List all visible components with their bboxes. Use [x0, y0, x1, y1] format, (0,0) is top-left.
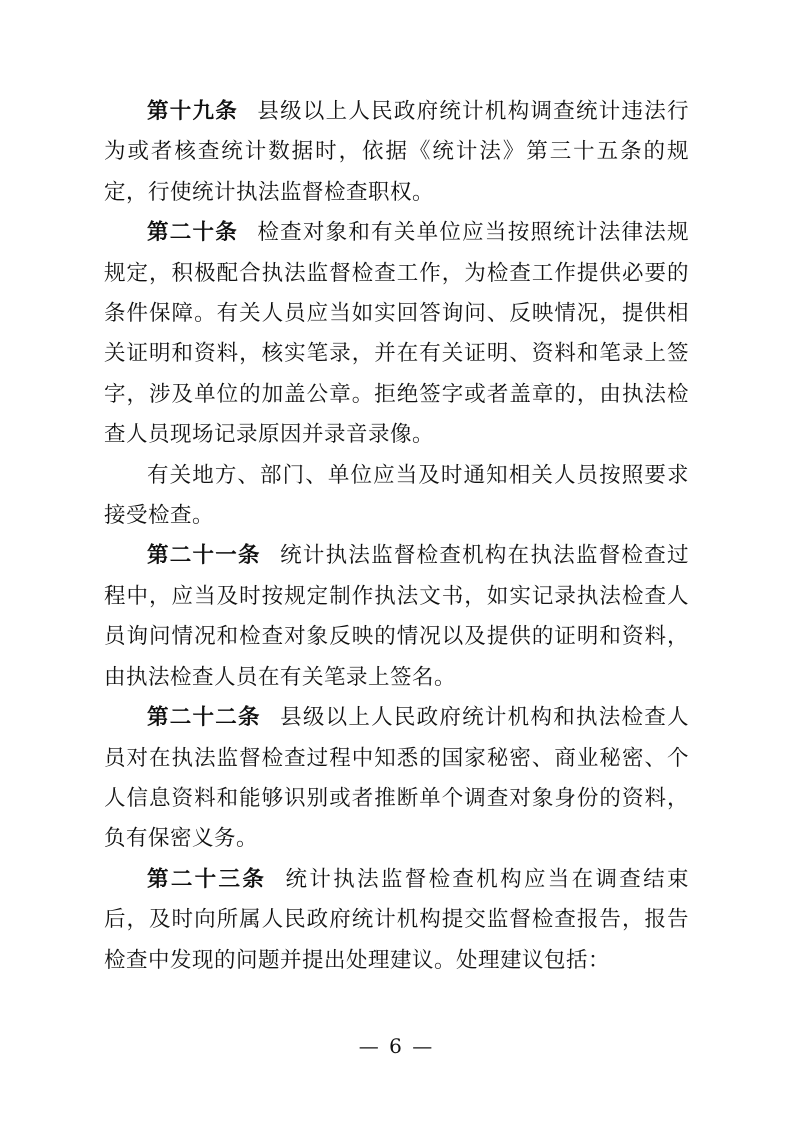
article-number: 第二十三条	[147, 866, 267, 892]
paragraph-article-19	[104, 92, 689, 213]
paragraph-text: 有关地方、部门、单位应当及时通知相关人员按照要求接受检查。	[104, 462, 689, 529]
article-number: 第十九条	[147, 99, 239, 124]
article-number: 第二十一条	[147, 543, 261, 569]
paragraph-text: 统计执法监督检查机构在执法监督检查过程中，应当及时按规定制作执法文书，如实记录执法检查人员询问情况和检查对象反映的情况以及提供的证明和资料，由执法检查人员在有关笔录上签名。	[104, 543, 689, 690]
article-number: 第二十二条	[147, 705, 261, 731]
paragraph-text: 县级以上人民政府统计机构调查统计违法行为或者核查统计数据时，依据《统计法》第三十五条的规定，行使统计执法监督检查职权。	[104, 99, 689, 205]
paragraph-text: 统计执法监督检查机构应当在调查结束后，及时向所属人民政府统计机构提交监督检查报告，报告检查中发现的问题并提出处理建议。处理建议包括：	[104, 866, 689, 973]
paragraph-article-22	[104, 698, 689, 860]
paragraph-article-20-cont	[104, 456, 689, 537]
article-number: 第二十条	[147, 220, 239, 246]
paragraph-text: 县级以上人民政府统计机构和执法检查人员对在执法监督检查过程中知悉的国家秘密、商业秘密、个人信息资料和能够识别或者推断单个调查对象身份的资料，负有保密义务。	[104, 705, 689, 852]
page-number: — 6 —	[358, 1034, 435, 1058]
paragraph-article-23	[104, 860, 689, 981]
document-body	[104, 92, 689, 981]
paragraph-article-21	[104, 536, 689, 698]
paragraph-text: 检查对象和有关单位应当按照统计法律法规规定，积极配合执法监督检查工作，为检查工作提供必要的条件保障。有关人员应当如实回答询问、反映情况，提供相关证明和资料，核实笔录，并在有关证明、资料和笔录上签字，涉及单位的加盖公章。拒绝签字或者盖章的，由执法检查人员现场记录原因并录音录像。	[104, 220, 689, 448]
paragraph-article-20	[104, 213, 689, 455]
